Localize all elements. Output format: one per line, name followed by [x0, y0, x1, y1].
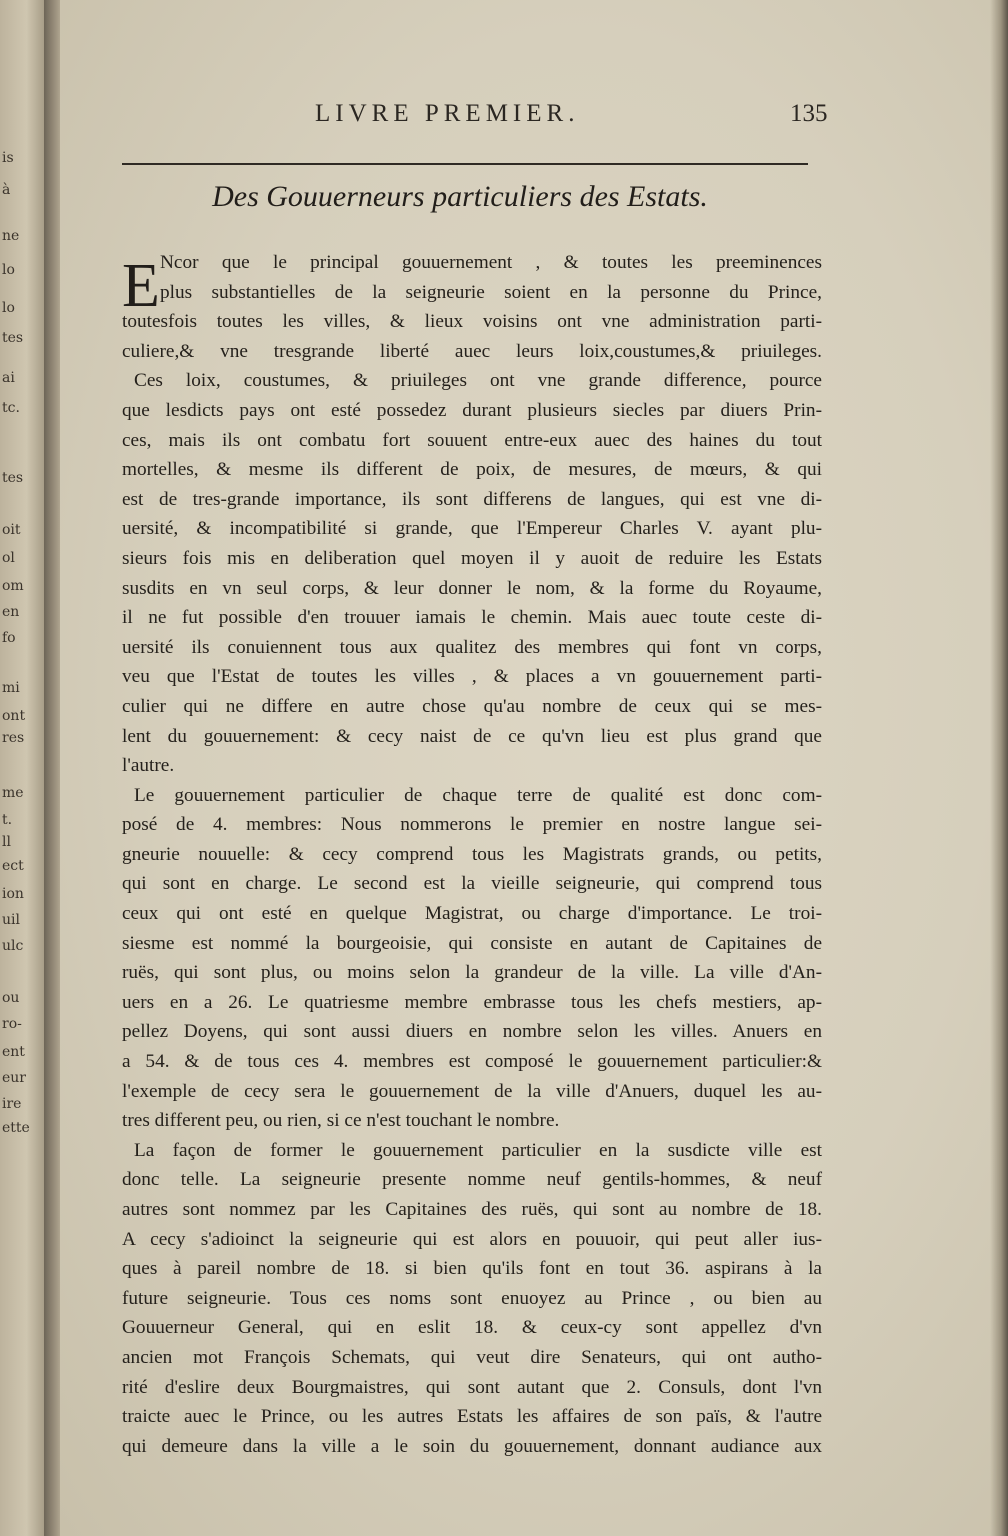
- text-line: ceux qui ont esté en quelque Magistrat, ou charge d'importance. Le troi-: [122, 903, 822, 925]
- text-line: Ces loix, coustumes, & priuileges ont vne grande difference, pource: [134, 370, 822, 392]
- body-text: [122, 248, 822, 1461]
- drop-cap: E: [122, 252, 160, 320]
- text-line: a 54. & de tous ces 4. membres est composé le gouuernement particulier:&: [122, 1051, 822, 1073]
- facing-page-fragment: en: [2, 604, 20, 620]
- facing-page-fragment: tes: [2, 330, 24, 346]
- text-line: est de tres-grande importance, ils sont differens de langues, qui est vne di-: [122, 488, 822, 510]
- chapter-heading: Des Gouuerneurs particuliers des Estats.: [212, 180, 708, 213]
- text-line: culier qui ne differe en autre chose qu'au nombre de ceux qui se mes-: [122, 695, 822, 717]
- facing-page-fragment: ulc: [2, 938, 24, 954]
- facing-page-fragment: uil: [2, 912, 20, 928]
- facing-page-fragment: lo: [2, 262, 15, 278]
- facing-page-fragment: om: [2, 578, 24, 594]
- text-line: culiere,& vne tresgrande liberté auec leurs loix,coustumes,& priuileges.: [122, 340, 822, 362]
- facing-page-fragment: mi: [2, 680, 20, 696]
- text-line: uersité, & incompatibilité si grande, que l'Empereur Charles V. ayant plu-: [122, 518, 822, 540]
- text-line: traicte auec le Prince, ou les autres Estats les affaires de son païs, & l'autre: [122, 1406, 822, 1428]
- text-line: plus substantielles de la seigneurie soient en la personne du Prince,: [160, 281, 822, 303]
- facing-page-fragment: tes: [2, 470, 24, 486]
- header-rule: [122, 163, 808, 165]
- text-line: siesme est nommé la bourgeoisie, qui consiste en autant de Capitaines de: [122, 932, 822, 954]
- facing-page-fragment: ont: [2, 708, 26, 724]
- text-line: rité d'eslire deux Bourgmaistres, qui sont autant que 2. Consuls, dont l'vn: [122, 1376, 822, 1398]
- text-line: tres different peu, ou rien, si ce n'est touchant le nombre.: [122, 1110, 560, 1132]
- facing-page-fragment: t.: [2, 812, 13, 828]
- running-head: LIVRE PREMIER.: [315, 100, 580, 127]
- text-line: veu que l'Estat de toutes les villes , & places a vn gouuernement parti-: [122, 666, 822, 688]
- facing-page-fragment: ire: [2, 1096, 22, 1112]
- text-line: ancien mot François Schemats, qui veut dire Senateurs, qui ont autho-: [122, 1346, 822, 1368]
- facing-page-fragment: fo: [2, 630, 16, 646]
- facing-page-fragment: oit: [2, 522, 21, 538]
- text-line: lent du gouuernement: & cecy naist de ce qu'vn lieu est plus grand que: [122, 725, 822, 747]
- facing-page-fragment: is: [2, 150, 14, 166]
- facing-page-fragment: ect: [2, 858, 24, 874]
- text-line: future seigneurie. Tous ces noms sont enuoyez au Prince , ou bien au: [122, 1287, 822, 1309]
- text-line: toutesfois toutes les villes, & lieux voisins ont vne administration parti-: [122, 311, 822, 333]
- page-edge-shadow: [990, 0, 1008, 1536]
- text-line: ces, mais ils ont combatu fort souuent entre-eux auec des haines du tout: [122, 429, 822, 451]
- text-line: ruës, qui sont plus, ou moins selon la grandeur de la ville. La ville d'An-: [122, 962, 822, 984]
- text-line: Gouuerneur General, qui en eslit 18. & ceux-cy sont appellez d'vn: [122, 1317, 822, 1339]
- text-line: ques à pareil nombre de 18. si bien qu'ils font en tout 36. aspirans à la: [122, 1258, 822, 1280]
- text-line: qui sont en charge. Le second est la vieille seigneurie, qui comprend tous: [122, 873, 822, 895]
- text-line: Le gouuernement particulier de chaque terre de qualité est donc com-: [134, 784, 822, 806]
- text-line: posé de 4. membres: Nous nommerons le premier en nostre langue sei-: [122, 814, 822, 836]
- text-line: susdits en vn seul corps, & leur donner le nom, & la forme du Royaume,: [122, 577, 822, 599]
- main-page: [60, 0, 1008, 1536]
- text-line: l'autre.: [122, 755, 175, 777]
- text-line: gneurie nouuelle: & cecy comprend tous les Magistrats grands, ou petits,: [122, 843, 822, 865]
- text-line: que lesdicts pays ont esté possedez durant plusieurs siecles par diuers Prin-: [122, 399, 822, 421]
- facing-page-fragment: ai: [2, 370, 15, 386]
- text-line: uers en a 26. Le quatriesme membre embrasse tous les chefs mestiers, ap-: [122, 991, 822, 1013]
- facing-page-fragment: ette: [2, 1120, 30, 1136]
- text-line: Ncor que le principal gouuernement , & toutes les preeminences: [160, 252, 822, 273]
- facing-page-fragment: ol: [2, 550, 15, 566]
- facing-page-fragment: lo: [2, 300, 15, 316]
- facing-page-edge: [0, 0, 44, 1536]
- page-number: 135: [790, 100, 828, 127]
- text-line: il ne fut possible d'en trouuer iamais le chemin. Mais auec toute ceste di-: [122, 607, 822, 629]
- text-line: qui demeure dans la ville a le soin du gouuernement, donnant audiance aux: [122, 1435, 822, 1457]
- text-line: La façon de former le gouuernement particulier en la susdicte ville est: [134, 1139, 822, 1161]
- facing-page-fragment: ou: [2, 990, 20, 1006]
- text-line: mortelles, & mesme ils different de poix, de mesures, de mœurs, & qui: [122, 459, 822, 481]
- text-line: pellez Doyens, qui sont aussi diuers en nombre selon les villes. Anuers en: [122, 1021, 822, 1043]
- facing-page-fragment: à: [2, 182, 11, 198]
- text-line: sieurs fois mis en deliberation quel moyen il y auoit de reduire les Estats: [122, 547, 822, 569]
- facing-page-fragment: ro-: [2, 1016, 22, 1032]
- facing-page-fragment: me: [2, 785, 24, 801]
- facing-page-fragment: ent: [2, 1044, 25, 1060]
- facing-page-fragment: ll: [2, 834, 11, 850]
- facing-page-fragment: res: [2, 730, 25, 746]
- text-line: autres sont nommez par les Capitaines des ruës, qui sont au nombre de 18.: [122, 1199, 822, 1220]
- facing-page-fragment: eur: [2, 1070, 26, 1086]
- text-line: donc telle. La seigneurie presente nomme neuf gentils-hommes, & neuf: [122, 1169, 822, 1191]
- facing-page-fragment: tc.: [2, 400, 20, 416]
- text-line: uersité ils conuiennent tous aux qualitez des membres qui font vn corps,: [122, 636, 822, 658]
- text-line: A cecy s'adioinct la seigneurie qui est alors en pouuoir, qui peut aller ius-: [122, 1228, 822, 1250]
- text-line: l'exemple de cecy sera le gouuernement de la ville d'Anuers, duquel les au-: [122, 1080, 822, 1102]
- facing-page-fragment: ion: [2, 886, 24, 902]
- facing-page-fragment: ne: [2, 228, 20, 244]
